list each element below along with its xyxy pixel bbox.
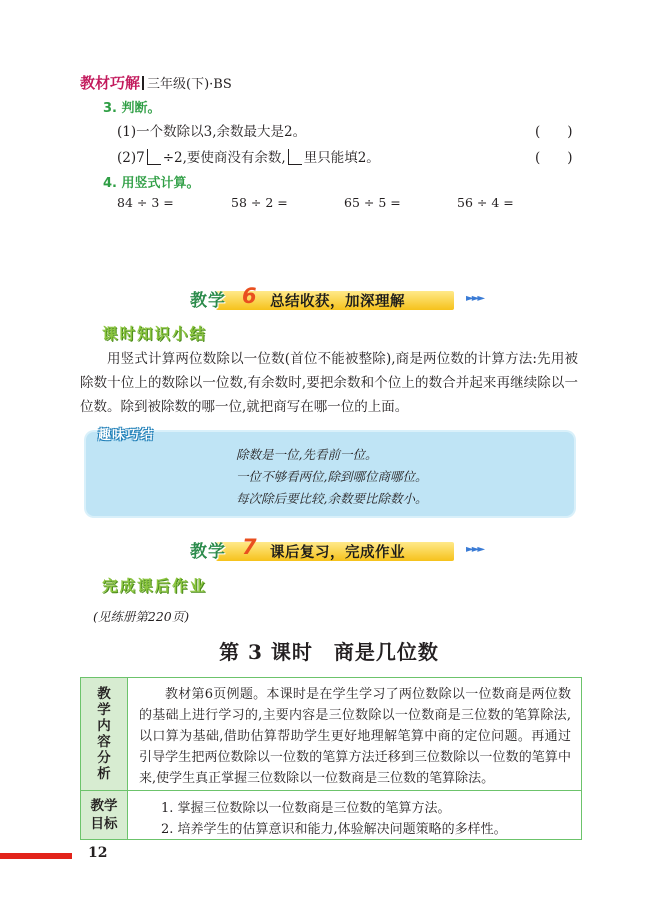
arrows-icon: ►►► — [466, 544, 484, 555]
fun-tip-label: 趣味巧结 — [98, 428, 155, 443]
blank-box[interactable] — [288, 149, 302, 165]
page-number: 12 — [88, 845, 108, 861]
q3-title: 3. 判断。 — [103, 101, 161, 116]
q3-item1-answer[interactable]: ( ) — [535, 124, 573, 140]
calc-3: 65 ÷ 5 = — [344, 195, 401, 210]
banner-tag: 教学 — [190, 291, 226, 311]
fun-tip-poem — [236, 444, 427, 510]
banner-tag: 教学 — [190, 542, 226, 562]
lesson-plan-table — [80, 677, 582, 840]
poem-line: 一位不够看两位,除到哪位商哪位。 — [236, 469, 428, 484]
content-analysis-text: 教材第6页例题。本课时是在学生学习了两位数除以一位数商是两位数的基础上进行学习的,主要内容是三位数除以一位数商是三位数的笔算除法,以口算为基础,借助估算帮助学生更好地理解笔算中商的定位问题。再通过引导学生把两位数除以一位数的笔算方法迁移到三位数除以一位数的笔算中来,使学生真正掌握三位数除以一位数商是三位数的笔算除法。 — [139, 687, 571, 786]
calc-4: 56 ÷ 4 = — [457, 195, 514, 210]
workbook-reference: (见练册第220页) — [93, 609, 190, 624]
header-text: 教学 — [90, 798, 118, 814]
section-6-banner — [180, 284, 484, 314]
row-divider — [127, 790, 581, 791]
goal-item: 2. 培养学生的估算意识和能力,体验解决问题策略的多样性。 — [161, 822, 507, 837]
goals-header-cell — [81, 791, 128, 839]
q3-item2-answer[interactable]: ( ) — [535, 150, 573, 166]
calc-1: 84 ÷ 3 = — [117, 195, 174, 210]
header-char: 分 — [97, 750, 111, 766]
summary-text: 用竖式计算两位数除以一位数(首位不能被整除),商是两位数的计算方法:先用被除数十位上的数除以一位数,有余数时,要把余数和个位上的数合并起来再继续除以一位数。除到被除数的哪一位,就把商写在哪一位的上面。 — [80, 351, 578, 415]
q3-item2 — [117, 146, 380, 166]
banner-number: 7 — [242, 535, 257, 559]
goals-list — [161, 798, 507, 840]
goal-item: 1. 掌握三位数除以一位数商是三位数的笔算方法。 — [161, 801, 451, 816]
running-header — [80, 72, 232, 93]
arrows-icon: ►►► — [466, 293, 484, 304]
content-analysis-header-cell — [81, 678, 128, 791]
header-text: 目标 — [90, 816, 118, 832]
q4-title: 4. 用竖式计算。 — [103, 176, 200, 191]
q3-item2-part-c: 里只能填2。 — [303, 150, 380, 166]
blank-box[interactable] — [147, 149, 161, 165]
header-separator — [142, 76, 144, 90]
banner-title: 课后复习，完成作业 — [270, 545, 405, 561]
calc-2: 58 ÷ 2 = — [231, 195, 288, 210]
banner-number: 6 — [242, 284, 257, 308]
q3-item2-part-b: ÷2,要使商没有余数, — [162, 150, 286, 166]
q3-item2-part-a: (2)7 — [117, 150, 145, 166]
fun-tip-box — [86, 428, 574, 516]
header-char: 内 — [97, 718, 111, 734]
poem-line: 每次除后要比较,余数要比除数小。 — [236, 491, 428, 506]
header-grade: 三年级(下)·BS — [147, 77, 232, 92]
summary-heading: 课时知识小结 — [102, 325, 208, 343]
q3-item1: (1)一个数除以3,余数最大是2。 — [117, 124, 307, 140]
poem-line: 除数是一位,先看前一位。 — [236, 447, 378, 462]
lesson-title: 第 3 课时 商是几位数 — [219, 640, 439, 664]
header-brand: 教材巧解 — [80, 74, 141, 92]
header-char: 学 — [97, 702, 111, 718]
footer-red-bar — [0, 853, 72, 859]
header-char: 析 — [97, 766, 111, 782]
section-7-banner — [180, 535, 484, 565]
header-char: 教 — [97, 686, 111, 702]
banner-title: 总结收获，加深理解 — [270, 294, 405, 310]
homework-heading: 完成课后作业 — [102, 577, 208, 595]
header-char: 容 — [97, 734, 111, 750]
